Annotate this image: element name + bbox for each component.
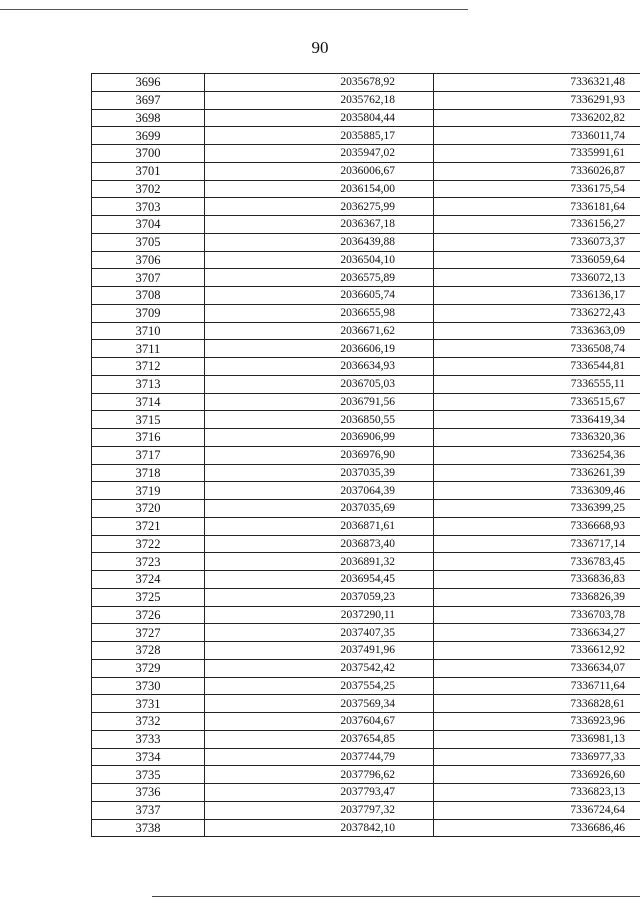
point-number-cell: 3737: [92, 801, 205, 819]
table-row: [92, 429, 640, 447]
y-coordinate-cell: 7336668,93: [434, 517, 640, 535]
x-coordinate-cell: 2037793,47: [205, 784, 434, 802]
x-coordinate-cell: 2036655,98: [205, 304, 434, 322]
x-coordinate-cell: 2035762,18: [205, 91, 434, 109]
table-row: [92, 819, 640, 837]
table-row: [92, 304, 640, 322]
point-number-cell: 3732: [92, 713, 205, 731]
point-number-cell: 3728: [92, 642, 205, 660]
x-coordinate-cell: 2037654,85: [205, 730, 434, 748]
y-coordinate-cell: 7336634,27: [434, 624, 640, 642]
table-row: [92, 642, 640, 660]
point-number-cell: 3708: [92, 287, 205, 305]
x-coordinate-cell: 2037569,34: [205, 695, 434, 713]
table-row: [92, 446, 640, 464]
table-row: [92, 588, 640, 606]
table-row: [92, 677, 640, 695]
point-number-cell: 3703: [92, 198, 205, 216]
point-number-cell: 3696: [92, 74, 205, 92]
y-coordinate-cell: 7336272,43: [434, 304, 640, 322]
point-number-cell: 3714: [92, 393, 205, 411]
point-number-cell: 3734: [92, 748, 205, 766]
y-coordinate-cell: 7336836,83: [434, 571, 640, 589]
point-number-cell: 3713: [92, 375, 205, 393]
point-number-cell: 3730: [92, 677, 205, 695]
table-row: [92, 801, 640, 819]
table-row: [92, 606, 640, 624]
y-coordinate-cell: 7336419,34: [434, 411, 640, 429]
y-coordinate-cell: 7336923,96: [434, 713, 640, 731]
point-number-cell: 3704: [92, 216, 205, 234]
y-coordinate-cell: 7336783,45: [434, 553, 640, 571]
point-number-cell: 3705: [92, 233, 205, 251]
table-row: [92, 216, 640, 234]
y-coordinate-cell: 7336309,46: [434, 482, 640, 500]
point-number-cell: 3720: [92, 500, 205, 518]
x-coordinate-cell: 2035947,02: [205, 145, 434, 163]
table-row: [92, 748, 640, 766]
x-coordinate-cell: 2036891,32: [205, 553, 434, 571]
point-number-cell: 3723: [92, 553, 205, 571]
point-number-cell: 3702: [92, 180, 205, 198]
y-coordinate-cell: 7336724,64: [434, 801, 640, 819]
x-coordinate-cell: 2036439,88: [205, 233, 434, 251]
x-coordinate-cell: 2036504,10: [205, 251, 434, 269]
top-rule: [0, 9, 468, 10]
x-coordinate-cell: 2037604,67: [205, 713, 434, 731]
y-coordinate-cell: 7336026,87: [434, 162, 640, 180]
point-number-cell: 3697: [92, 91, 205, 109]
y-coordinate-cell: 7336828,61: [434, 695, 640, 713]
x-coordinate-cell: 2036606,19: [205, 340, 434, 358]
y-coordinate-cell: 7336059,64: [434, 251, 640, 269]
x-coordinate-cell: 2037744,79: [205, 748, 434, 766]
y-coordinate-cell: 7336555,11: [434, 375, 640, 393]
table-row: [92, 109, 640, 127]
x-coordinate-cell: 2037797,32: [205, 801, 434, 819]
table-row: [92, 91, 640, 109]
y-coordinate-cell: 7336634,07: [434, 659, 640, 677]
table-row: [92, 482, 640, 500]
y-coordinate-cell: 7336399,25: [434, 500, 640, 518]
table-row: [92, 269, 640, 287]
x-coordinate-cell: 2036154,00: [205, 180, 434, 198]
x-coordinate-cell: 2036791,56: [205, 393, 434, 411]
y-coordinate-cell: 7336291,93: [434, 91, 640, 109]
point-number-cell: 3701: [92, 162, 205, 180]
x-coordinate-cell: 2037542,42: [205, 659, 434, 677]
table-row: [92, 287, 640, 305]
y-coordinate-cell: 7336717,14: [434, 535, 640, 553]
bottom-rule: [152, 896, 640, 897]
table-row: [92, 695, 640, 713]
x-coordinate-cell: 2036705,03: [205, 375, 434, 393]
point-number-cell: 3712: [92, 358, 205, 376]
point-number-cell: 3724: [92, 571, 205, 589]
point-number-cell: 3698: [92, 109, 205, 127]
table-row: [92, 659, 640, 677]
x-coordinate-cell: 2036976,90: [205, 446, 434, 464]
table-row: [92, 145, 640, 163]
x-coordinate-cell: 2036367,18: [205, 216, 434, 234]
point-number-cell: 3711: [92, 340, 205, 358]
x-coordinate-cell: 2036575,89: [205, 269, 434, 287]
x-coordinate-cell: 2036275,99: [205, 198, 434, 216]
x-coordinate-cell: 2037842,10: [205, 819, 434, 837]
x-coordinate-cell: 2036006,67: [205, 162, 434, 180]
table-row: [92, 358, 640, 376]
y-coordinate-cell: 7336703,78: [434, 606, 640, 624]
point-number-cell: 3725: [92, 588, 205, 606]
y-coordinate-cell: 7336686,46: [434, 819, 640, 837]
y-coordinate-cell: 7336011,74: [434, 127, 640, 145]
x-coordinate-cell: 2037491,96: [205, 642, 434, 660]
point-number-cell: 3721: [92, 517, 205, 535]
y-coordinate-cell: 7336072,13: [434, 269, 640, 287]
table-row: [92, 251, 640, 269]
table-row: [92, 553, 640, 571]
point-number-cell: 3727: [92, 624, 205, 642]
point-number-cell: 3709: [92, 304, 205, 322]
table-row: [92, 624, 640, 642]
table-row: [92, 411, 640, 429]
table-row: [92, 464, 640, 482]
x-coordinate-cell: 2035678,92: [205, 74, 434, 92]
y-coordinate-cell: 7336823,13: [434, 784, 640, 802]
table-row: [92, 766, 640, 784]
y-coordinate-cell: 7336321,48: [434, 74, 640, 92]
x-coordinate-cell: 2035804,44: [205, 109, 434, 127]
x-coordinate-cell: 2037059,23: [205, 588, 434, 606]
table-row: [92, 784, 640, 802]
y-coordinate-cell: 7336515,67: [434, 393, 640, 411]
y-coordinate-cell: 7336926,60: [434, 766, 640, 784]
point-number-cell: 3726: [92, 606, 205, 624]
point-number-cell: 3710: [92, 322, 205, 340]
table-row: [92, 535, 640, 553]
x-coordinate-cell: 2037407,35: [205, 624, 434, 642]
y-coordinate-cell: 7336508,74: [434, 340, 640, 358]
table-row: [92, 500, 640, 518]
point-number-cell: 3706: [92, 251, 205, 269]
point-number-cell: 3729: [92, 659, 205, 677]
point-number-cell: 3719: [92, 482, 205, 500]
table-row: [92, 517, 640, 535]
x-coordinate-cell: 2037035,69: [205, 500, 434, 518]
point-number-cell: 3735: [92, 766, 205, 784]
x-coordinate-cell: 2036605,74: [205, 287, 434, 305]
table-row: [92, 340, 640, 358]
x-coordinate-cell: 2037035,39: [205, 464, 434, 482]
point-number-cell: 3731: [92, 695, 205, 713]
table-row: [92, 180, 640, 198]
point-number-cell: 3700: [92, 145, 205, 163]
y-coordinate-cell: 7336711,64: [434, 677, 640, 695]
y-coordinate-cell: 7336981,13: [434, 730, 640, 748]
table-row: [92, 162, 640, 180]
table-row: [92, 713, 640, 731]
y-coordinate-cell: 7336254,36: [434, 446, 640, 464]
point-number-cell: 3738: [92, 819, 205, 837]
y-coordinate-cell: 7336136,17: [434, 287, 640, 305]
table-row: [92, 198, 640, 216]
y-coordinate-cell: 7336261,39: [434, 464, 640, 482]
x-coordinate-cell: 2036634,93: [205, 358, 434, 376]
table-row: [92, 233, 640, 251]
x-coordinate-cell: 2036671,62: [205, 322, 434, 340]
y-coordinate-cell: 7336156,27: [434, 216, 640, 234]
x-coordinate-cell: 2035885,17: [205, 127, 434, 145]
point-number-cell: 3707: [92, 269, 205, 287]
x-coordinate-cell: 2036871,61: [205, 517, 434, 535]
coordinates-table-body: [92, 74, 640, 837]
table-row: [92, 393, 640, 411]
x-coordinate-cell: 2036873,40: [205, 535, 434, 553]
page-number: 90: [311, 38, 329, 57]
y-coordinate-cell: 7336181,64: [434, 198, 640, 216]
y-coordinate-cell: 7335991,61: [434, 145, 640, 163]
y-coordinate-cell: 7336320,36: [434, 429, 640, 447]
x-coordinate-cell: 2036850,55: [205, 411, 434, 429]
table-row: [92, 375, 640, 393]
y-coordinate-cell: 7336073,37: [434, 233, 640, 251]
point-number-cell: 3718: [92, 464, 205, 482]
x-coordinate-cell: 2037554,25: [205, 677, 434, 695]
y-coordinate-cell: 7336363,09: [434, 322, 640, 340]
y-coordinate-cell: 7336826,39: [434, 588, 640, 606]
x-coordinate-cell: 2037796,62: [205, 766, 434, 784]
point-number-cell: 3733: [92, 730, 205, 748]
y-coordinate-cell: 7336977,33: [434, 748, 640, 766]
point-number-cell: 3716: [92, 429, 205, 447]
table-row: [92, 74, 640, 92]
y-coordinate-cell: 7336202,82: [434, 109, 640, 127]
x-coordinate-cell: 2037064,39: [205, 482, 434, 500]
point-number-cell: 3736: [92, 784, 205, 802]
y-coordinate-cell: 7336612,92: [434, 642, 640, 660]
x-coordinate-cell: 2036906,99: [205, 429, 434, 447]
y-coordinate-cell: 7336175,54: [434, 180, 640, 198]
y-coordinate-cell: 7336544,81: [434, 358, 640, 376]
point-number-cell: 3715: [92, 411, 205, 429]
coordinates-table: [91, 73, 640, 837]
table-row: [92, 127, 640, 145]
point-number-cell: 3699: [92, 127, 205, 145]
table-row: [92, 571, 640, 589]
point-number-cell: 3717: [92, 446, 205, 464]
table-row: [92, 322, 640, 340]
x-coordinate-cell: 2036954,45: [205, 571, 434, 589]
point-number-cell: 3722: [92, 535, 205, 553]
table-row: [92, 730, 640, 748]
x-coordinate-cell: 2037290,11: [205, 606, 434, 624]
